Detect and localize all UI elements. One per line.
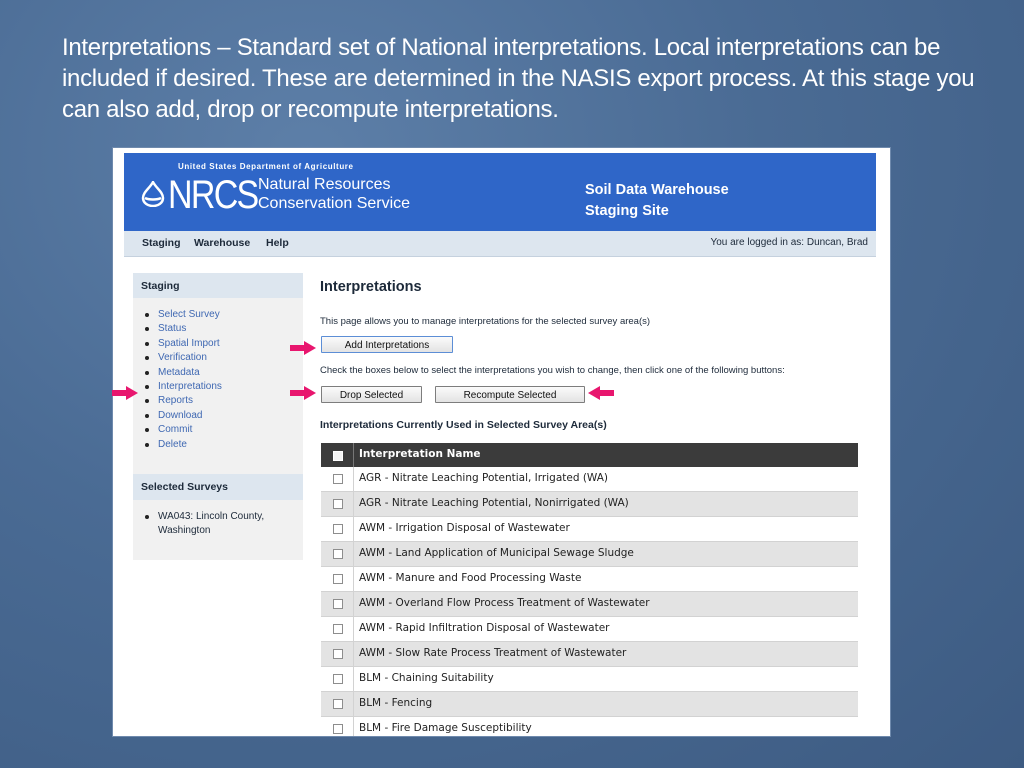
nav-metadata[interactable]: Metadata (143, 366, 222, 380)
row-divider (353, 642, 354, 666)
staging-panel-header (133, 273, 303, 298)
row-divider (353, 717, 354, 736)
row-checkbox[interactable] (333, 549, 343, 559)
page-title: Interpretations (320, 279, 422, 295)
row-checkbox[interactable] (333, 674, 343, 684)
table-row (321, 517, 858, 542)
menu-staging[interactable]: Staging (142, 237, 181, 249)
page-intro: This page allows you to manage interpretations for the selected survey area(s) (320, 316, 651, 327)
selected-surveys-header (133, 474, 303, 500)
usda-label: United States Department of Agriculture (178, 162, 354, 171)
row-divider (353, 467, 354, 491)
row-checkbox[interactable] (333, 699, 343, 709)
interpretation-name: AWM - Slow Rate Process Treatment of Wastewater (359, 647, 627, 659)
add-interpretations-button[interactable]: Add Interpretations (321, 336, 453, 353)
select-all-checkbox[interactable] (333, 451, 343, 461)
nav-select-survey[interactable]: Select Survey (143, 308, 222, 322)
water-drop-icon (138, 181, 168, 207)
table-row (321, 642, 858, 667)
pointer-arrow-drop-icon (290, 386, 316, 400)
selected-surveys-title: Selected Surveys (141, 481, 228, 493)
column-interpretation-name: Interpretation Name (359, 448, 481, 460)
row-checkbox[interactable] (333, 499, 343, 509)
nav-download[interactable]: Download (143, 409, 222, 423)
pointer-arrow-interpretations-icon (112, 386, 138, 400)
interpretation-name: BLM - Fire Damage Susceptibility (359, 722, 532, 734)
site-header (124, 153, 876, 231)
nav-spatial-import[interactable]: Spatial Import (143, 337, 222, 351)
nav-status[interactable]: Status (143, 322, 222, 336)
site-title (585, 180, 729, 222)
row-checkbox[interactable] (333, 599, 343, 609)
row-checkbox[interactable] (333, 724, 343, 734)
interpretation-name: BLM - Chaining Suitability (359, 672, 494, 684)
table-row (321, 592, 858, 617)
row-divider (353, 492, 354, 516)
staging-panel-title: Staging (141, 280, 180, 292)
interpretation-name: AGR - Nitrate Leaching Potential, Irrigated (WA) (359, 472, 609, 484)
interpretation-name: AWM - Land Application of Municipal Sewage Sludge (359, 547, 634, 559)
drop-selected-button[interactable]: Drop Selected (321, 386, 422, 403)
table-caption: Interpretations Currently Used in Selected Survey Area(s) (320, 419, 607, 431)
agency-line-1: Natural Resources (258, 176, 391, 193)
agency-name (258, 175, 410, 213)
nav-commit[interactable]: Commit (143, 423, 222, 437)
row-checkbox[interactable] (333, 649, 343, 659)
table-row (321, 492, 858, 517)
table-body (321, 467, 858, 736)
pointer-arrow-recompute-icon (588, 386, 614, 400)
interpretation-name: AWM - Irrigation Disposal of Wastewater (359, 522, 570, 534)
row-checkbox[interactable] (333, 624, 343, 634)
interpretation-name: AWM - Manure and Food Processing Waste (359, 572, 582, 584)
table-row (321, 542, 858, 567)
nav-delete[interactable]: Delete (143, 438, 222, 452)
table-row (321, 617, 858, 642)
interpretations-table (321, 443, 858, 736)
table-row (321, 467, 858, 492)
interpretation-name: AWM - Rapid Infiltration Disposal of Wastewater (359, 622, 610, 634)
nav-verification[interactable]: Verification (143, 351, 222, 365)
table-header (321, 443, 858, 467)
row-divider (353, 692, 354, 716)
nrcs-logo-text: NRCS (168, 173, 258, 217)
table-row (321, 717, 858, 736)
header-divider (353, 443, 354, 467)
site-title-line-1: Soil Data Warehouse (585, 182, 729, 198)
row-divider (353, 592, 354, 616)
selected-surveys-panel (133, 500, 303, 560)
table-row (321, 567, 858, 592)
selected-survey-item: WA043: Lincoln County, Washington (143, 510, 308, 538)
menu-warehouse[interactable]: Warehouse (194, 237, 251, 249)
site-title-line-2: Staging Site (585, 203, 669, 219)
screenshot-window (113, 148, 890, 736)
row-divider (353, 567, 354, 591)
pointer-arrow-add-icon (290, 341, 316, 355)
recompute-selected-button[interactable]: Recompute Selected (435, 386, 585, 403)
row-checkbox[interactable] (333, 574, 343, 584)
interpretation-name: AWM - Overland Flow Process Treatment of Wastewater (359, 597, 650, 609)
logged-in-status: You are logged in as: Duncan, Brad (710, 237, 868, 248)
row-divider (353, 542, 354, 566)
row-checkbox[interactable] (333, 524, 343, 534)
nav-reports[interactable]: Reports (143, 394, 222, 408)
row-divider (353, 667, 354, 691)
menu-bar (124, 231, 876, 257)
row-checkbox[interactable] (333, 474, 343, 484)
nav-interpretations[interactable]: Interpretations (143, 380, 222, 394)
row-divider (353, 617, 354, 641)
slide-caption: Interpretations – Standard set of National interpretations. Local interpretations can be included if desired. These are determined in the NASIS export process. At this stage you can also add, drop or recompute interpretations. (62, 34, 975, 123)
interpretation-name: BLM - Fencing (359, 697, 433, 709)
table-row (321, 692, 858, 717)
interpretation-name: AGR - Nitrate Leaching Potential, Nonirrigated (WA) (359, 497, 629, 509)
staging-nav (133, 298, 303, 474)
instructions-text: Check the boxes below to select the interpretations you wish to change, then click one of the following buttons: (320, 365, 785, 376)
menu-help[interactable]: Help (266, 237, 289, 249)
row-divider (353, 517, 354, 541)
agency-line-2: Conservation Service (258, 195, 411, 212)
table-row (321, 667, 858, 692)
